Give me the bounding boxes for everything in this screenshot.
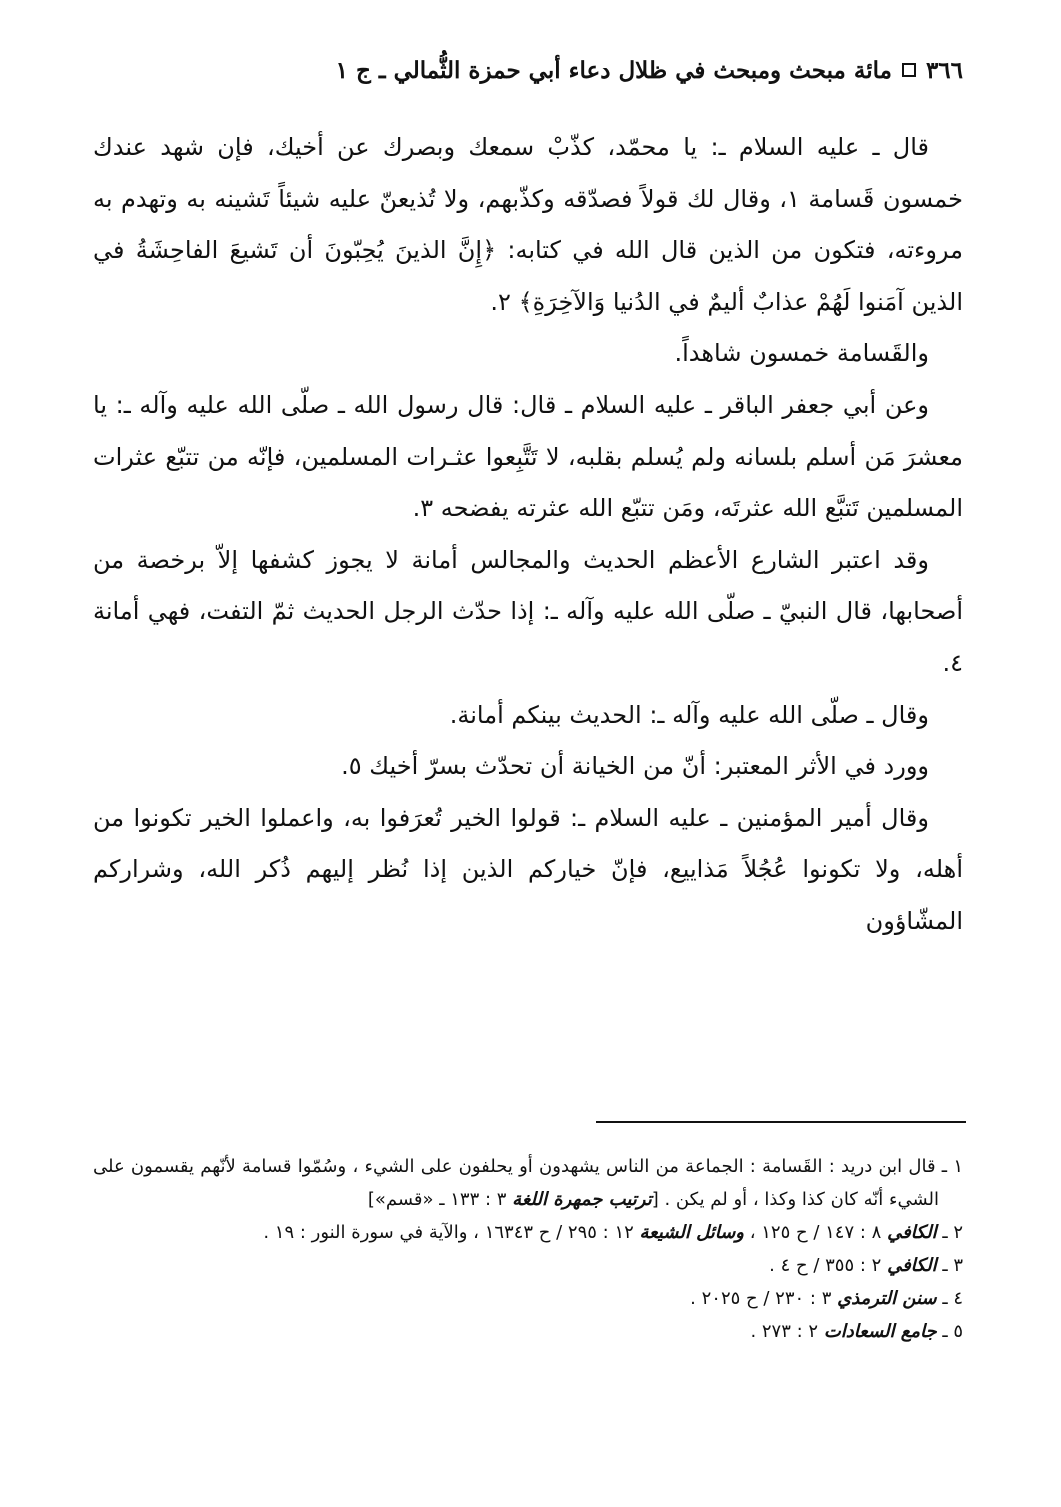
footnote-2-number: ٢ ـ xyxy=(936,1222,963,1243)
footnotes xyxy=(93,1150,963,1348)
footnote-4 xyxy=(93,1282,963,1315)
footnote-5-number: ٥ ـ xyxy=(936,1321,963,1342)
paragraph-2: والقَسامة خمسون شاهداً. xyxy=(674,339,929,368)
footnote-1-text: ١ ـ قال ابن دريد : القَسامة : الجماعة من الناس يشهدون أو يحلفون على الشيء ، وسُمّوا قسامة لأنّهم يقسمون على الشيء أنّه كان كذا وكذا ، أو لم يكن . [ xyxy=(93,1156,963,1210)
page-number: ٣٦٦ xyxy=(925,56,963,84)
paragraph-7: وقال أمير المؤمنين ـ عليه السلام ـ: قولوا الخير تُعرَفوا به، واعملوا الخير تكونوا من أهله، ولا تكونوا عُجُلاً مَذاييع، فإنّ خياركم الذين إذا نُظر إليهم ذُكر الله، وشراركم المشّاؤون xyxy=(93,803,963,935)
footnote-divider xyxy=(596,1121,966,1123)
running-title: مائة مبحث ومبحث في ظلال دعاء أبي حمزة الثُّمالي ـ ج ١ xyxy=(335,56,892,84)
footnote-2-mid: ٨ : ١٤٧ / ح ١٢٥ ، xyxy=(744,1222,888,1243)
footnote-2 xyxy=(93,1216,963,1249)
footnote-3-source: الكافي xyxy=(887,1255,937,1276)
footnote-2-source: الكافي xyxy=(887,1222,937,1243)
footnote-4-number: ٤ ـ xyxy=(936,1288,963,1309)
footnote-5-source: جامع السعادات xyxy=(823,1321,937,1342)
footnote-3-tail: ٢ : ٣٥٥ / ح ٤ . xyxy=(769,1255,888,1276)
footnote-1 xyxy=(93,1150,963,1216)
paragraph-3: وعن أبي جعفر الباقر ـ عليه السلام ـ قال: قال رسول الله ـ صلّى الله عليه وآله ـ: يا معشرَ مَن أسلم بلسانه ولم يُسلم بقلبه، لا تَتَّبِعوا عثـرات المسلمين، فإنّه من تتبّع عثرات المسلمين تَتبَّع الله عثرتَه، ومَن تتبّع الله عثرته يفضحه ٣. xyxy=(93,390,963,523)
paragraph-5: وقال ـ صلّى الله عليه وآله ـ: الحديث بينكم أمانة. xyxy=(449,700,929,729)
footnote-3 xyxy=(93,1249,963,1282)
footnote-5 xyxy=(93,1315,963,1348)
footnote-3-number: ٣ ـ xyxy=(936,1255,963,1276)
page-header xyxy=(93,50,963,90)
footnote-2-source-2: وسائل الشيعة xyxy=(639,1222,744,1243)
paragraph-6: وورد في الأثر المعتبر: أنّ من الخيانة أن تحدّث بسرّ أخيك ٥. xyxy=(341,752,929,781)
main-text xyxy=(93,122,963,948)
footnote-2-tail: ١٢ : ٢٩٥ / ح ١٦٣٤٣ ، والآية في سورة النور : ١٩ . xyxy=(263,1222,640,1243)
footnote-1-tail: ٣ : ١٣٣ ـ «قسم»] xyxy=(367,1189,513,1210)
paragraph-4: وقد اعتبر الشارع الأعظم الحديث والمجالس أمانة لا يجوز كشفها إلاّ برخصة من أصحابها، قال النبيّ ـ صلّى الله عليه وآله ـ: إذا حدّث الرجل الحديث ثمّ التفت، فهي أمانة ٤. xyxy=(93,545,963,677)
footnote-4-tail: ٣ : ٢٣٠ / ح ٢٠٢٥ . xyxy=(690,1288,838,1309)
footnote-1-source: ترتيب جمهرة اللغة xyxy=(512,1189,652,1210)
paragraph-1: قال ـ عليه السلام ـ: يا محمّد، كذّبْ سمعك وبصرك عن أخيك، فإن شهد عندك خمسون قَسامة ١، وقال لك قولاً فصدّقه وكذّبهم، ولا تُذيعنّ عليه شيئاً تَشينه به وتهدم به مروءته، فتكون من الذين قال الله في كتابه: ﴿إِنَّ الذينَ يُحِبّونَ أن تَشيعَ الفاحِشَةُ في الذين آمَنوا لَهُمْ عذابٌ أليمٌ في الدُنيا وَالآخِرَةِ﴾ ٢. xyxy=(93,133,963,316)
square-ornament-icon xyxy=(902,63,916,77)
footnote-5-tail: ٢ : ٢٧٣ . xyxy=(750,1321,824,1342)
footnote-4-source: سنن الترمذي xyxy=(837,1288,937,1309)
